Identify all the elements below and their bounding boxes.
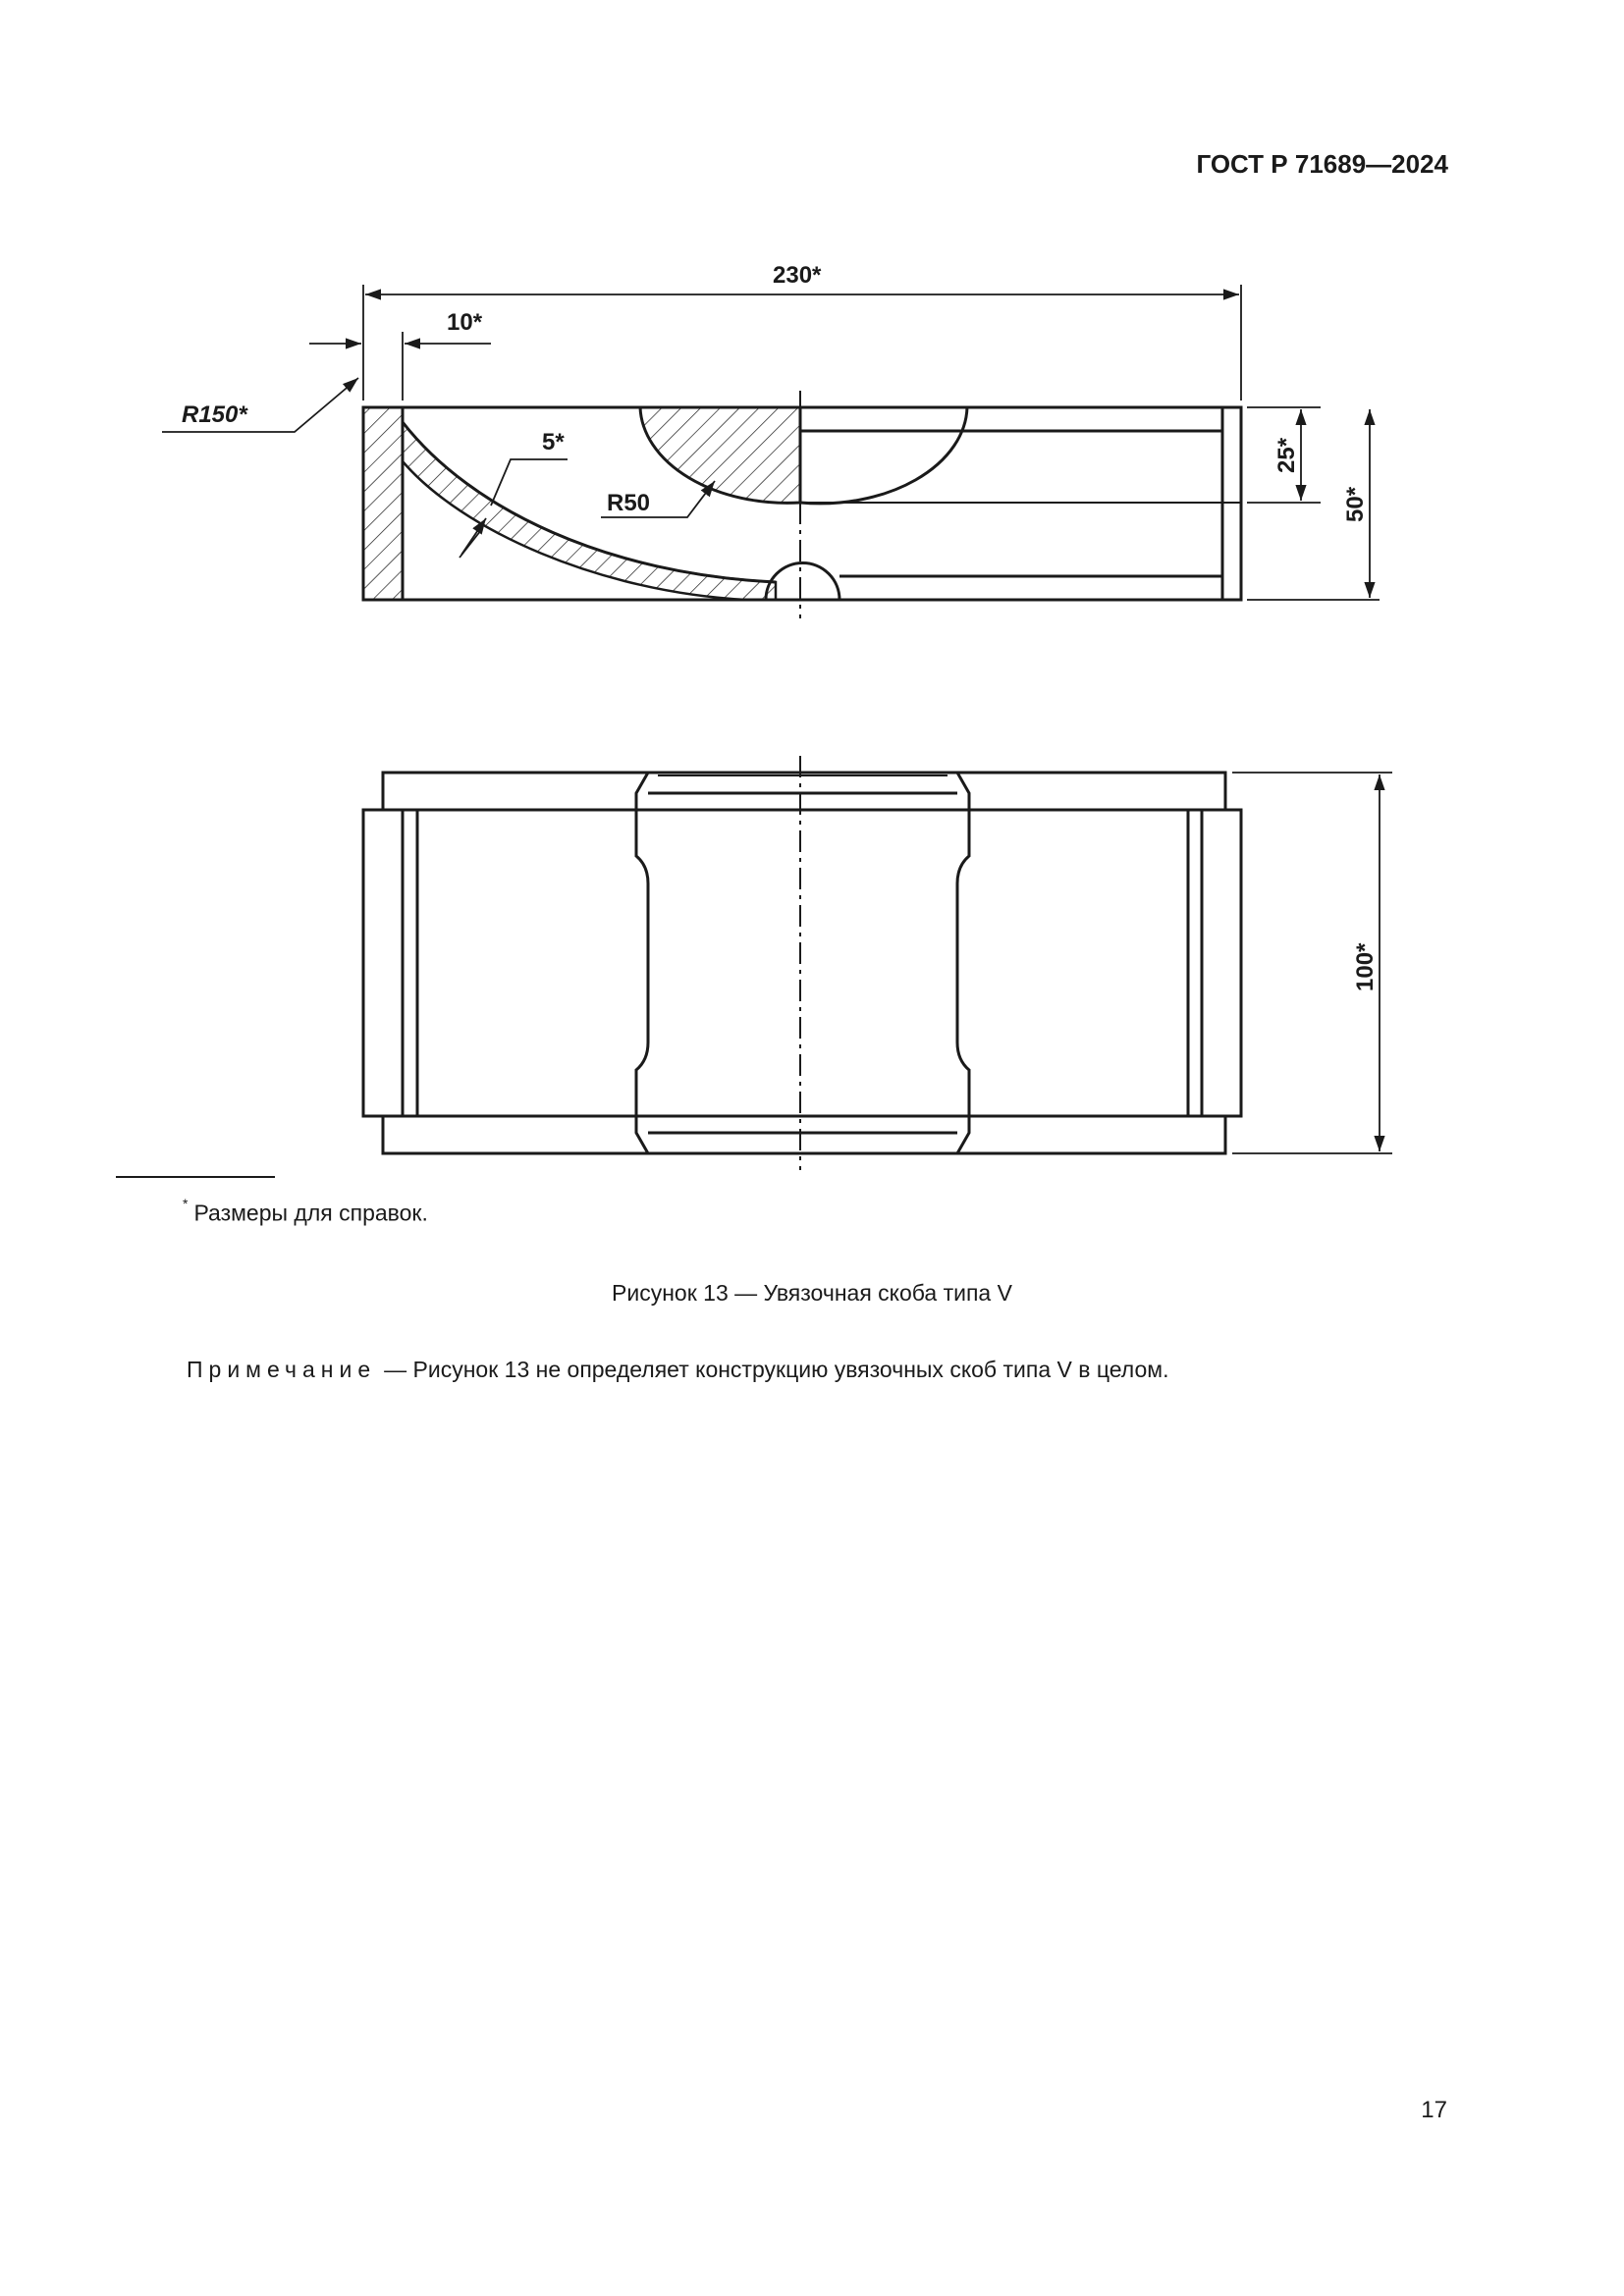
standard-designation: ГОСТ Р 71689—2024 — [1196, 149, 1448, 179]
dim-width: 100* — [1352, 942, 1379, 991]
dim-thickness: 5* — [542, 429, 565, 455]
plan-view — [363, 773, 1241, 1153]
dim-overall-length: 230* — [773, 262, 822, 289]
footnote-marker: * — [183, 1196, 189, 1211]
footnote-separator — [116, 1176, 275, 1178]
page-number: 17 — [1421, 2097, 1447, 2123]
figure-caption: Рисунок 13 — Увязочная скоба типа V — [612, 1280, 1012, 1306]
footnote-text: Размеры для справок. — [193, 1200, 428, 1226]
central-panel — [636, 773, 969, 1153]
footnote — [183, 1196, 428, 1227]
dim-outer-radius: R150* — [182, 401, 247, 428]
dim-height: 50* — [1342, 486, 1369, 522]
note — [187, 1357, 1168, 1383]
dim-half-height: 25* — [1273, 437, 1300, 473]
note-label: Примечание — [187, 1357, 377, 1382]
end-wall-hatch — [363, 407, 403, 600]
note-text: — Рисунок 13 не определяет конструкцию увязочных скоб типа V в целом. — [384, 1357, 1169, 1382]
dim-offset: 10* — [447, 309, 483, 336]
section-view — [363, 407, 1241, 600]
radius-50-cutout — [640, 407, 800, 503]
dim-inner-radius: R50 — [607, 490, 651, 516]
